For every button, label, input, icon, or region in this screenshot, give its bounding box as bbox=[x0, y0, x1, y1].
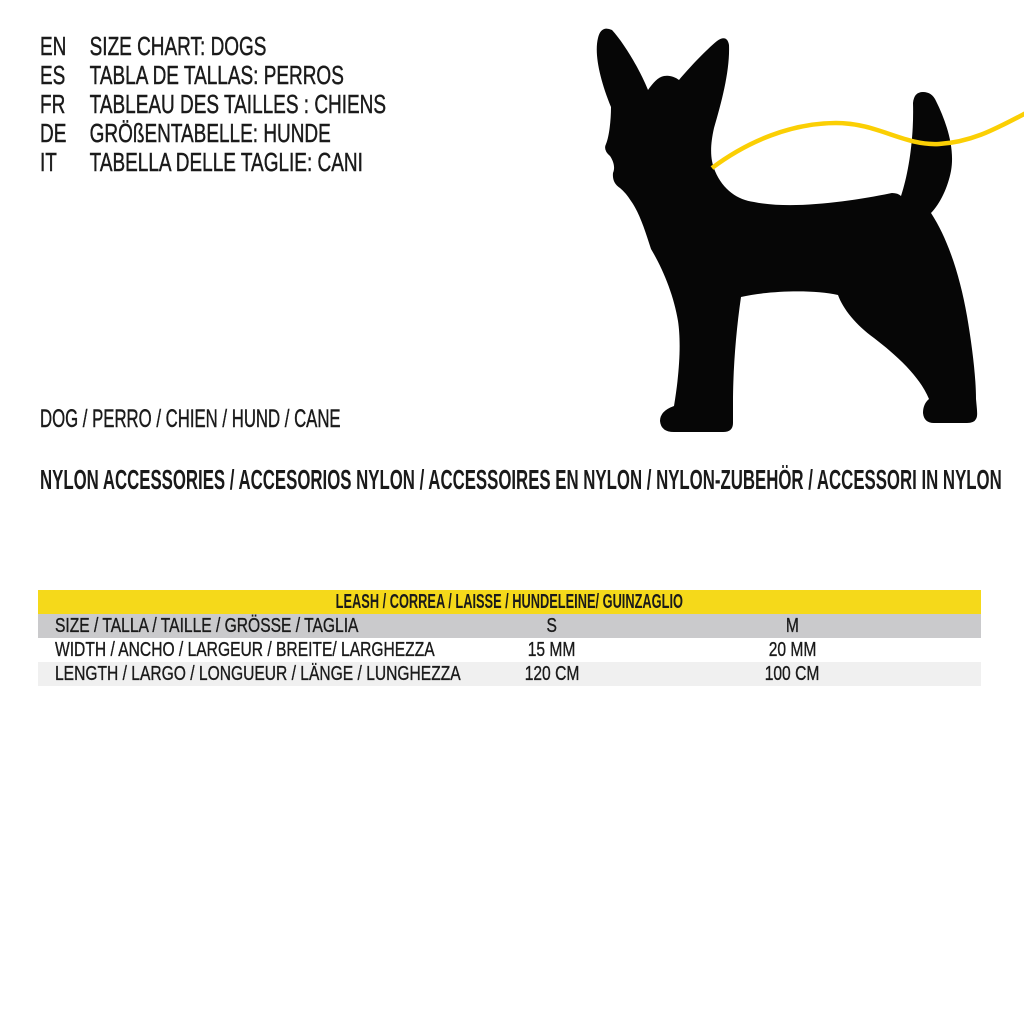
value-s: S bbox=[546, 615, 558, 637]
row-label: WIDTH / ANCHO / LARGEUR / BREITE/ LARGHEZZA bbox=[55, 639, 435, 661]
size-table bbox=[38, 590, 981, 686]
animal-label: DOG / PERRO / CHIEN / HUND / CANE bbox=[40, 405, 341, 433]
chihuahua-silhouette-icon bbox=[597, 29, 977, 432]
table-row-length bbox=[38, 662, 981, 686]
row-label-cell bbox=[38, 614, 434, 638]
language-title: TABLEAU DES TAILLES : CHIENS bbox=[89, 89, 387, 119]
language-title: TABLA DE TALLAS: PERROS bbox=[89, 60, 344, 90]
category-label: NYLON ACCESSORIES / ACCESORIOS NYLON / ACCESSOIRES EN NYLON / NYLON-ZUBEHÖR / ACCESSORI IN NYLON bbox=[40, 464, 1002, 495]
language-row-it bbox=[40, 148, 386, 177]
language-title: SIZE CHART: DOGS bbox=[89, 31, 267, 61]
language-row-de bbox=[40, 119, 386, 148]
row-label: SIZE / TALLA / TAILLE / GRÖSSE / TAGLIA bbox=[55, 615, 359, 637]
table-row-size bbox=[38, 614, 981, 638]
language-title-list bbox=[40, 32, 386, 177]
language-code: IT bbox=[40, 147, 57, 177]
language-code: DE bbox=[40, 118, 67, 148]
value-cell-s bbox=[434, 662, 670, 686]
value-cell-m bbox=[670, 638, 915, 662]
row-label-cell bbox=[38, 662, 461, 686]
row-label-cell bbox=[38, 638, 434, 662]
leash-line-icon bbox=[712, 113, 1024, 168]
filler-cell bbox=[915, 638, 981, 662]
language-row-en bbox=[40, 32, 386, 61]
language-code: EN bbox=[40, 31, 67, 61]
value-s: 15 MM bbox=[528, 639, 576, 661]
language-code: FR bbox=[40, 89, 66, 119]
language-title: GRÖßENTABELLE: HUNDE bbox=[89, 118, 331, 148]
filler-cell bbox=[915, 662, 981, 686]
value-m: 20 MM bbox=[768, 639, 817, 661]
value-cell-s bbox=[434, 638, 670, 662]
filler-cell bbox=[915, 614, 981, 638]
language-row-fr bbox=[40, 90, 386, 119]
table-row-width bbox=[38, 638, 981, 662]
table-title: LEASH / CORREA / LAISSE / HUNDELEINE/ GUINZAGLIO bbox=[335, 591, 684, 613]
value-cell-s bbox=[434, 614, 670, 638]
table-header-leash bbox=[38, 590, 981, 614]
value-m: 100 CM bbox=[765, 663, 820, 685]
value-cell-m bbox=[670, 614, 915, 638]
row-label: LENGTH / LARGO / LONGUEUR / LÄNGE / LUNGHEZZA bbox=[55, 663, 461, 685]
value-cell-m bbox=[670, 662, 915, 686]
language-title: TABELLA DELLE TAGLIE: CANI bbox=[89, 147, 363, 177]
language-row-es bbox=[40, 61, 386, 90]
value-s: 120 CM bbox=[524, 663, 580, 685]
language-code: ES bbox=[40, 60, 66, 90]
value-m: M bbox=[785, 615, 799, 637]
dog-silhouette-illustration bbox=[560, 0, 1024, 440]
